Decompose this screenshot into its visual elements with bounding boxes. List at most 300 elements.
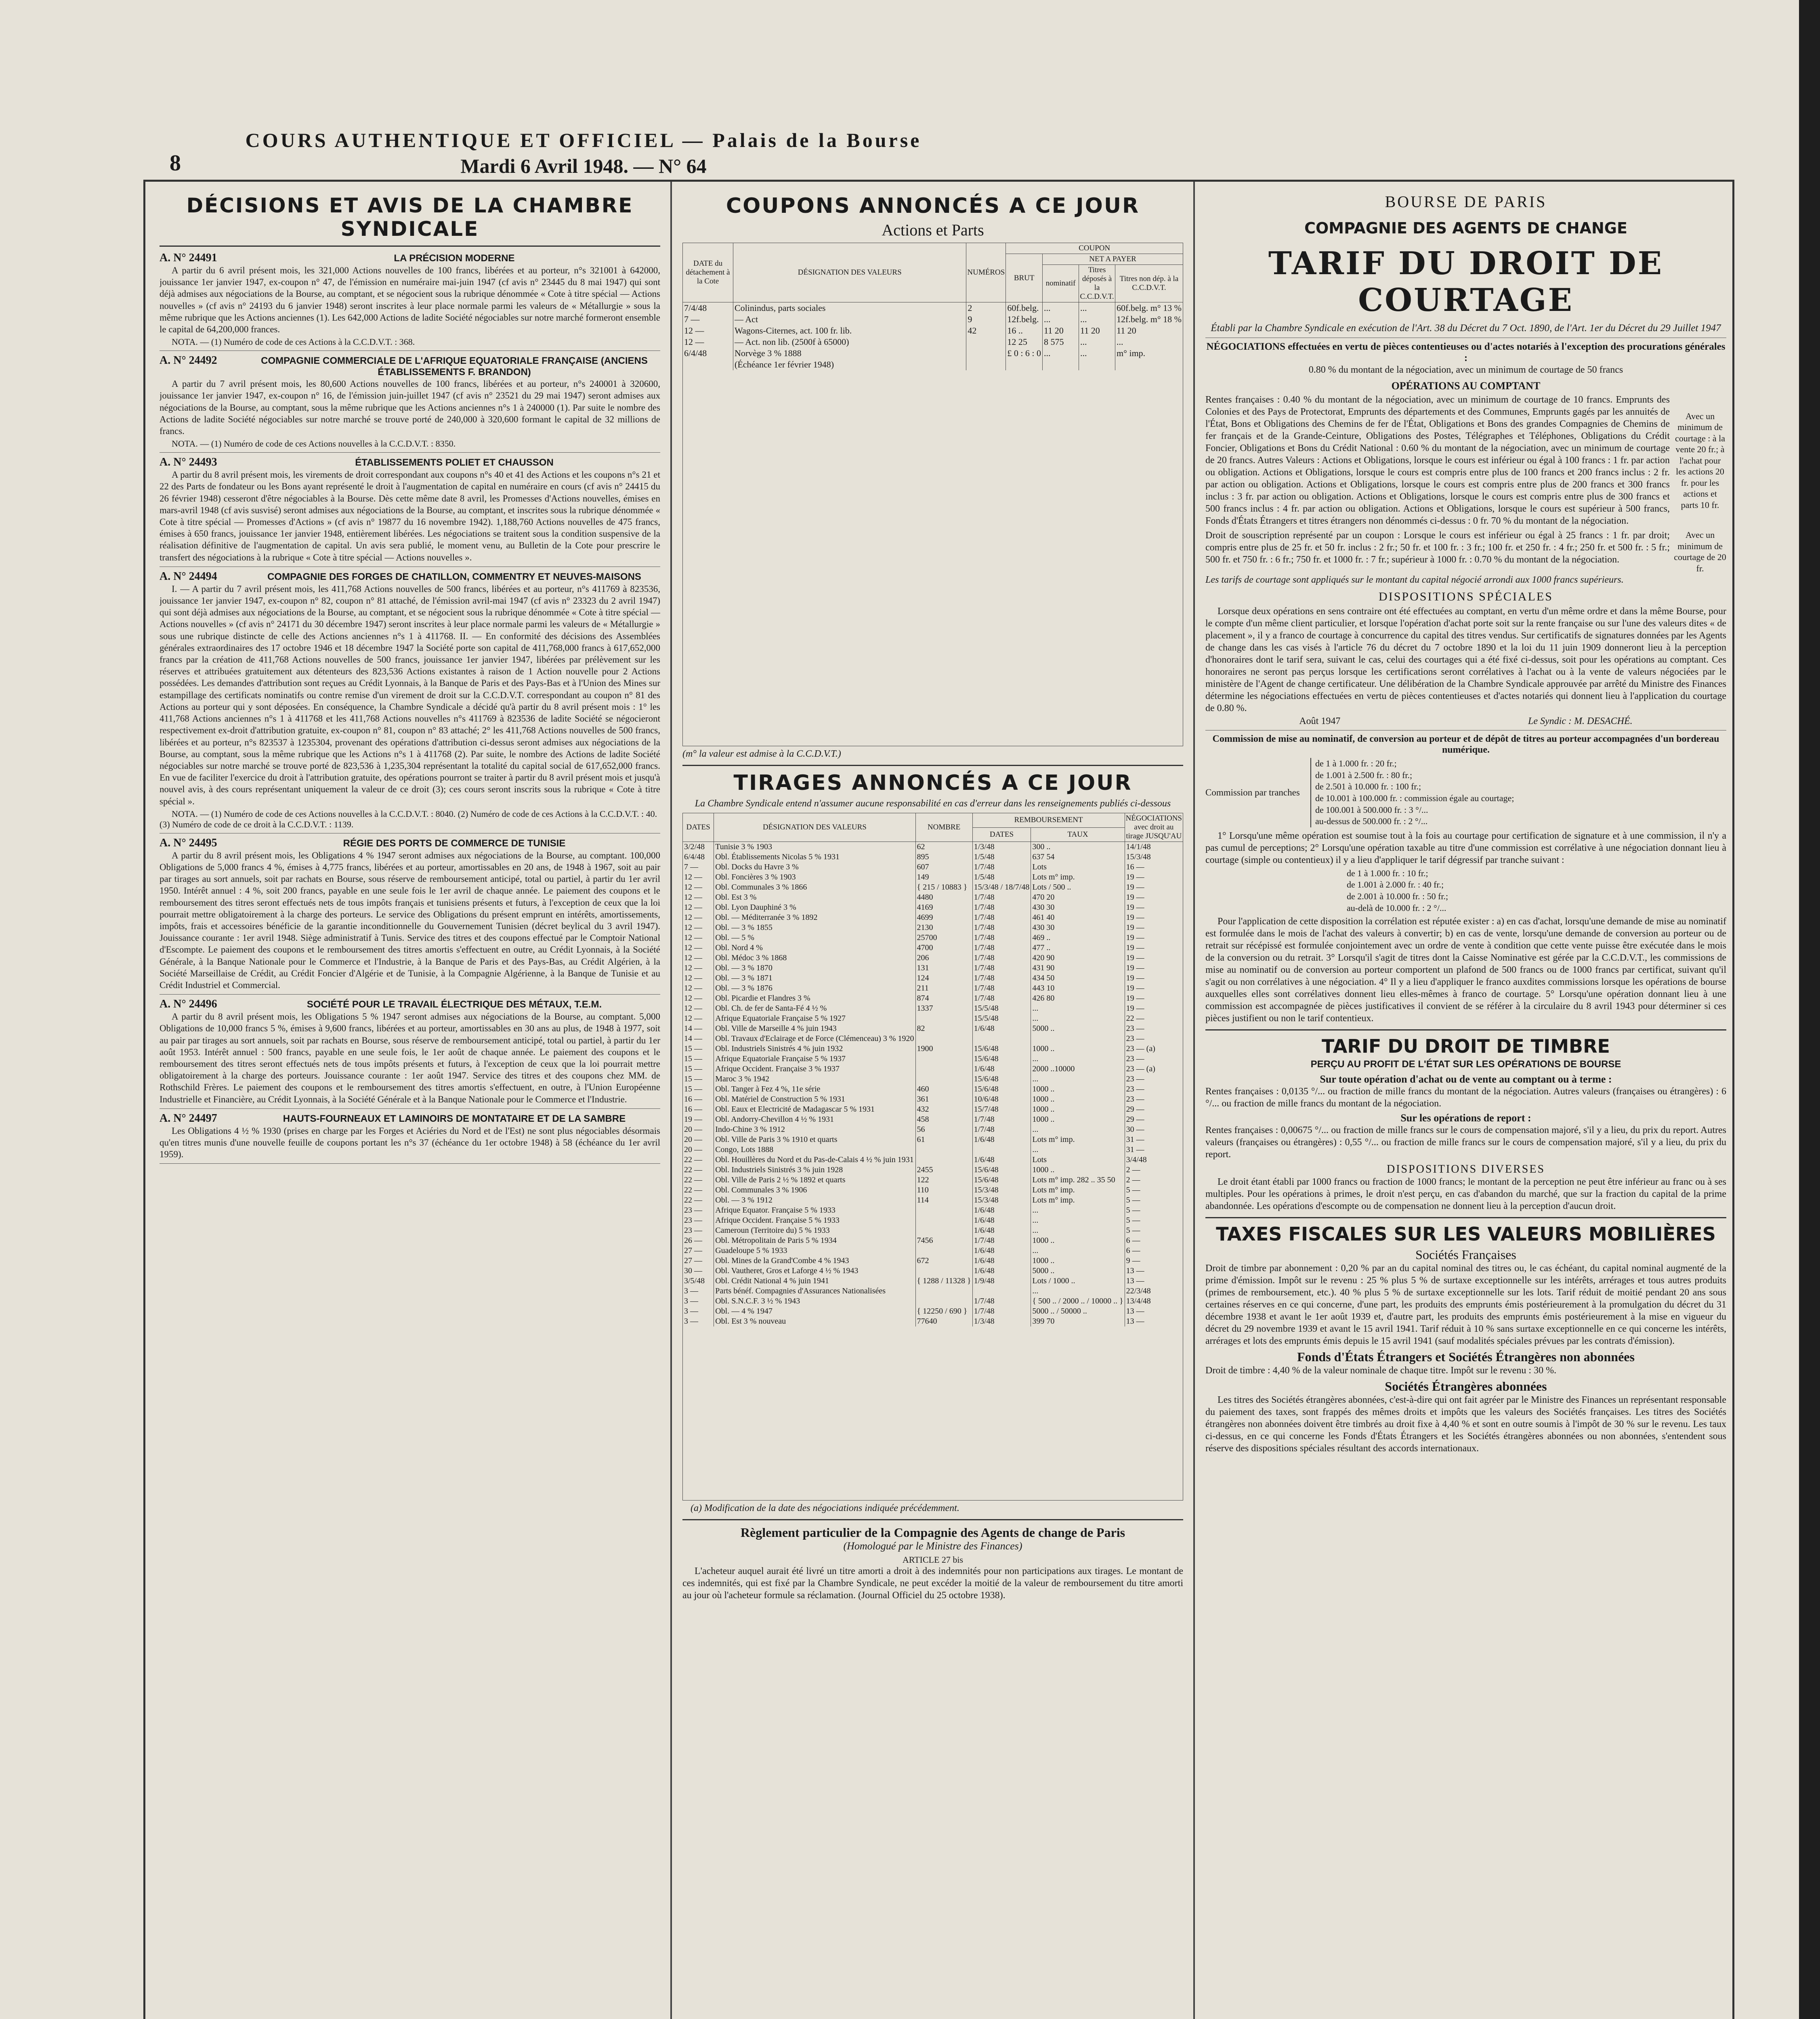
tirage-cell: 7456 [915, 1236, 972, 1246]
tirage-cell: 23 — (a) [1125, 1064, 1183, 1074]
tirage-cell: 5 — [1125, 1205, 1183, 1215]
tirage-cell: Obl. Communales 3 % 1866 [714, 882, 915, 892]
tirage-row [683, 1003, 1183, 1014]
tirage-cell: 1/5/48 [972, 872, 1031, 882]
col-brut: BRUT [1006, 254, 1043, 302]
commission-table [1205, 758, 1726, 827]
tirage-cell: Cameroun (Territoire du) 5 % 1933 [714, 1226, 915, 1236]
tirage-cell: 12 — [683, 933, 714, 943]
coupons-tirages-column [682, 190, 1183, 2019]
taxes-ab-body: Les titres des Sociétés étrangères abonnées, c'est-à-dire qui ont fait agréer par le Ministre des Finances un représentant responsable du paiement des taxes, sont frappés des mêmes droits et impôts que les valeurs des Sociétés françaises. Les titres des Sociétés étrangères non abonnées doivent être timbrés au droit fixe à 4,40 % et sont en outre soumis à l'impôt de 30 % sur le revenu. Les taux ci-dessus, en ce qui concerne les Fonds d'États Étrangers et les Sociétés étrangères abonnées ou non abonnées, s'entendent sous réserve des dispositions spéciales résultant des accords internationaux. [1205, 1395, 1726, 1454]
tirage-cell: Parts bénéf. Compagnies d'Assurances Nationalisées [714, 1286, 915, 1296]
commission-tranche: de 2.501 à 10.000 fr. : 100 fr.; [1315, 781, 1421, 792]
tirage-cell: Obl. — 3 % 1912 [714, 1195, 915, 1205]
tirage-row [683, 1064, 1183, 1074]
col-negociations: NÉGOCIATIONS avec droit au tirage JUSQU'AU [1125, 813, 1183, 842]
tirage-cell: Lots / 1000 .. [1031, 1276, 1125, 1286]
tirage-cell: 4699 [915, 913, 972, 923]
tirage-cell: 15/6/48 [972, 1074, 1031, 1084]
divider [160, 1163, 660, 1164]
tarif-syndic: Le Syndic : M. DESACHÉ. [1528, 716, 1633, 727]
tirage-cell: 22 — [1125, 1014, 1183, 1024]
tirage-cell: 1/6/48 [972, 1155, 1031, 1165]
tirage-cell: Lots / 500 .. [1031, 882, 1125, 892]
tirage-cell: 1/7/48 [972, 953, 1031, 963]
tirage-cell [972, 1286, 1031, 1296]
tirage-cell [915, 1034, 972, 1044]
commission-tranches-2 [1347, 868, 1726, 914]
tirage-row [683, 1084, 1183, 1094]
tirage-cell: 6 — [1125, 1236, 1183, 1246]
tirage-cell: 19 — [683, 1114, 714, 1125]
coupon-cell: 6/4/48 [683, 348, 733, 359]
tirage-cell: 12 — [683, 892, 714, 902]
commission-tranche: de 1 à 1.000 fr. : 10 fr.; [1347, 868, 1428, 878]
tirage-cell: 12 — [683, 913, 714, 923]
coupon-cell: ... [1043, 348, 1079, 359]
coupon-cell [1115, 359, 1183, 370]
tirage-row [683, 1024, 1183, 1034]
reglement-body: L'acheteur auquel aurait été livré un titre amorti a droit à des indemnités pour non participations aux tirages. Le montant de ces indemnités, qui est fixé par la Chambre Syndicale, ne peut excéder la moitié de la valeur de remboursement du titre amorti au jour où l'acheteur formule sa réclamation. (Journal Officiel du 25 octobre 1938). [682, 1566, 1183, 1601]
divider [160, 994, 660, 995]
divider [1205, 1217, 1726, 1218]
tirage-cell: 637 54 [1031, 852, 1125, 862]
tirage-cell: 2000 ..10000 [1031, 1064, 1125, 1074]
tirage-cell: 1/7/48 [972, 1296, 1031, 1306]
tirage-cell: 432 [915, 1104, 972, 1114]
tirage-row [683, 993, 1183, 1003]
tirage-cell: 23 — [683, 1226, 714, 1236]
tirage-cell [915, 1064, 972, 1074]
tirage-cell: Obl. Nord 4 % [714, 943, 915, 953]
souscription-body: Droit de souscription représenté par un coupon : Lorsque le cours est inférieur ou égal à 25 francs : 1 fr. par droit; compris entre plus de 25 fr. et 50 fr. inclus : 2 fr.; 50 fr. et 100 fr. : 3 fr.; 100 fr. et 250 fr. : 4 fr.; 250 fr. et 500 fr. : 5 fr.; 500 fr. et 750 fr. : 6 fr.; 750 fr. et 1000 fr. : 7 fr.; supérieur à 1000 fr. : 0.70 % du montant de la négociation. [1205, 530, 1670, 565]
tirage-cell: 1/6/48 [972, 1024, 1031, 1034]
decision-entry [160, 998, 660, 1109]
tirage-cell: 20 — [683, 1125, 714, 1135]
tirage-cell: 12 — [683, 993, 714, 1003]
tirage-cell [915, 1286, 972, 1296]
tirage-cell: 77640 [915, 1316, 972, 1326]
tirage-cell: 6/4/48 [683, 852, 714, 862]
tirage-cell: 12 — [683, 923, 714, 933]
comptant-block [1205, 394, 1726, 527]
tirage-cell: 15/6/48 [972, 1084, 1031, 1094]
tirage-row [683, 933, 1183, 943]
signature-line [1205, 716, 1726, 727]
tirage-cell: Obl. Lyon Dauphiné 3 % [714, 902, 915, 913]
commission-tranche: au-dessus de 500.000 fr. : 2 °/... [1315, 816, 1428, 827]
tirage-cell: Obl. Est 3 % nouveau [714, 1316, 915, 1326]
tirage-cell: ... [1031, 1074, 1125, 1084]
tirage-cell: 1000 .. [1031, 1165, 1125, 1175]
tirage-row [683, 1306, 1183, 1316]
decisions-title: DÉCISIONS ET AVIS DE LA CHAMBRE SYNDICALE [186, 194, 634, 241]
tirage-row [683, 862, 1183, 872]
tirage-row [683, 1246, 1183, 1256]
tirage-cell: 1000 .. [1031, 1094, 1125, 1104]
decision-body: A partir du 6 avril présent mois, les 321,000 Actions nouvelles de 100 francs, libérées et au porteur, n°s 321001 à 642000, jouissance 1er janvier 1947, ex-coupon n° 47, de l'émission en numéraire mai-juin 1947 (cf avis n° 23445 du 8 mai 1947) qui sont déjà admises aux négociations de la Bourse, au comptant, et se négocient sous la rubrique dénommée « Cote à titre spécial — Actions nouvelles » (cf avis n° 24193 du 6 janvier 1948) seront inscrites à leur place normale parmi les valeurs de « Métallurgie » sous la même rubrique que les Actions anciennes (1). Les 642,000 Actions de ladite Société négociables sur notre marché formeront ensemble le capital de 64,200,000 frances. [160, 265, 660, 335]
tirage-cell: 3 — [683, 1316, 714, 1326]
tirage-cell [915, 1074, 972, 1084]
tirage-row [683, 1256, 1183, 1266]
commission-tranche: de 1 à 1.000 fr. : 20 fr.; [1315, 758, 1397, 769]
tirage-cell: 1/7/48 [972, 973, 1031, 983]
reglement-article: ARTICLE 27 bis [902, 1555, 964, 1565]
commission-tranche: de 100.001 à 500.000 fr. : 3 °/... [1315, 804, 1428, 815]
decision-body: A partir du 8 avril présent mois, les Obligations 5 % 1947 seront admises aux négociations de la Bourse, au comptant. 5,000 Obligations de 10,000 francs 5 %, émises à 9,600 francs, libérées et au porteur, amortissables en 30 ans au plus, de 1948 à 1977, soit au pair par tirages au sort annuels, soit par rachats en Bourse, sous réserve de remboursement anticipé, total ou partiel, à partir du 1er août 1953. Intérêt annuel : 500 francs, payable en une seule fois, le 1er août de chaque année. Le paiement des coupons et le remboursement des titres seront effectués nets de tous impôts présents et futurs, à l'exception de ceux que la loi pourrait mettre obligatoirement à la charge des porteurs. Jouissance courante : 1er août 1947. Service des titres et des coupons chez MM. de Rothschild Frères. Le paiement des coupons et le remboursement des titres amortis s'effectuent, en outre, à l'Union Européenne Industrielle et Financière, au Crédit Lyonnais, à la Société Générale et à la Banque Nationale pour le Commerce et l'Industrie. [160, 1012, 660, 1104]
tirage-cell: 5000 .. [1031, 1024, 1125, 1034]
decision-body: Les Obligations 4 ½ % 1930 (prises en charge par les Forges et Aciéries du Nord et de l'Est) ne sont plus négociables désormais qu'en titres munis d'une nouvelle feuille de coupons portant les n°s 37 (échéance du 1er octobre 1948) à 58 (échéance du 1er avril 1959). [160, 1125, 660, 1160]
page-number: 8 [170, 151, 181, 176]
tirage-cell: 23 — [1125, 1034, 1183, 1044]
timbre-subtitle: PERÇU AU PROFIT DE L'ÉTAT SUR LES OPÉRATIONS DE BOURSE [1310, 1059, 1621, 1070]
coupon-cell: £ 0 : 6 : 0 [1006, 348, 1043, 359]
commission-tranche: de 1.001 à 2.500 fr. : 80 fr.; [1315, 770, 1413, 780]
tirage-cell: ... [1031, 1145, 1125, 1155]
tirage-cell: 12 — [683, 882, 714, 892]
tirage-cell [915, 1145, 972, 1155]
header-date: Mardi 6 Avril 1948. — N° 64 [460, 155, 707, 177]
tirage-cell: 1/3/48 [972, 842, 1031, 852]
tirage-cell [915, 1296, 972, 1306]
tirage-cell: 23 — [1125, 1074, 1183, 1084]
decision-header [160, 837, 660, 850]
tirage-cell: 15 — [683, 1074, 714, 1084]
divider [1205, 1029, 1726, 1030]
souscription-note: Les tarifs de courtage sont appliqués sur le montant du capital négocié arrondi aux 1000 francs supérieurs. [1205, 575, 1624, 586]
tirage-row [683, 1205, 1183, 1215]
coupon-cell: — Act. non lib. (2500f à 65000) [733, 336, 966, 348]
tirage-cell [915, 1246, 972, 1256]
tirage-cell: 5000 .. [1031, 1266, 1125, 1276]
tirage-cell: Obl. — 3 % 1855 [714, 923, 915, 933]
tirage-cell [915, 1226, 972, 1236]
decision-title: RÉGIE DES PORTS DE COMMERCE DE TUNISIE [343, 837, 566, 849]
tirage-cell: 12 — [683, 1003, 714, 1014]
tirage-cell: 420 90 [1031, 953, 1125, 963]
tirage-cell [915, 1155, 972, 1165]
tirage-cell: 6 — [1125, 1246, 1183, 1256]
tirage-cell: 15 — [683, 1064, 714, 1074]
tirage-cell: 461 40 [1031, 913, 1125, 923]
tirage-cell: 9 — [1125, 1256, 1183, 1266]
tirage-cell: 22/3/48 [1125, 1286, 1183, 1296]
tirage-cell: 1/5/48 [972, 852, 1031, 862]
tirage-cell [1031, 1034, 1125, 1044]
coupons-title: COUPONS ANNONCÉS A CE JOUR [726, 194, 1140, 218]
coupon-row [683, 325, 1183, 336]
tirage-cell: Tunisie 3 % 1903 [714, 842, 915, 852]
tirage-cell: 19 — [1125, 933, 1183, 943]
tirage-row [683, 1236, 1183, 1246]
tirage-cell: 61 [915, 1135, 972, 1145]
decision-title: SOCIÉTÉ POUR LE TRAVAIL ÉLECTRIQUE DES MÉTAUX, T.E.M. [306, 999, 602, 1010]
coupon-cell: 9 [966, 314, 1006, 325]
coupon-cell: 12f.belg. m° 18 % [1115, 314, 1183, 325]
tirage-cell: Obl. Industriels Sinistrés 3 % juin 1928 [714, 1165, 915, 1175]
decision-number: A. N° 24496 [160, 998, 217, 1011]
commission-tranches [1310, 758, 1726, 827]
tirage-row [683, 882, 1183, 892]
tirage-cell: 22 — [683, 1155, 714, 1165]
tirage-cell: 13 — [1125, 1266, 1183, 1276]
tirage-cell: Obl. — 5 % [714, 933, 915, 943]
tirage-cell: 3/5/48 [683, 1276, 714, 1286]
tirage-cell: 1/3/48 [972, 1316, 1031, 1326]
tirage-cell: 874 [915, 993, 972, 1003]
tirage-cell: 3 — [683, 1306, 714, 1316]
divider [682, 1519, 1183, 1520]
tirage-cell: 16 — [1125, 862, 1183, 872]
tirage-cell: 460 [915, 1084, 972, 1094]
tirage-row [683, 1114, 1183, 1125]
tirage-row [683, 1074, 1183, 1084]
coupon-cell [683, 359, 733, 370]
tirage-cell: { 12250 / 690 } [915, 1306, 972, 1316]
tirage-cell: 300 .. [1031, 842, 1125, 852]
coupon-cell: (Échéance 1er février 1948) [733, 359, 966, 370]
col-rdates: DATES [972, 827, 1031, 842]
tirage-cell: 434 50 [1031, 973, 1125, 983]
decision-note: NOTA. — (1) Numéro de code de ces Actions nouvelles à la C.C.D.V.T. : 8040. (2) Numéro de code de ces Actions à la C.C.D.V.T. : 40. (3) Numéro de code de ce droit à la C.C.D.V.T. : 1139. [160, 808, 657, 829]
tirage-cell: 15/3/48 / 18/7/48 [972, 882, 1031, 892]
tirages-title: TIRAGES ANNONCÉS A CE JOUR [733, 771, 1132, 795]
coupon-row [683, 314, 1183, 325]
tirage-cell: 15/3/48 [972, 1185, 1031, 1195]
tirage-cell: Lots m° imp. [1031, 1195, 1125, 1205]
tirage-cell: 10/6/48 [972, 1094, 1031, 1104]
tirage-cell: 23 — [1125, 1084, 1183, 1094]
tirage-cell: 895 [915, 852, 972, 862]
tirage-cell: 19 — [1125, 973, 1183, 983]
tirage-cell: 430 30 [1031, 923, 1125, 933]
commission-label: Commission par tranches [1205, 787, 1300, 798]
coupon-cell: ... [1079, 336, 1115, 348]
tirage-cell: 4700 [915, 943, 972, 953]
tirage-cell: 29 — [1125, 1114, 1183, 1125]
coupon-cell: 12 — [683, 325, 733, 336]
tirage-cell: 19 — [1125, 913, 1183, 923]
tirage-cell: 1/7/48 [972, 923, 1031, 933]
coupon-cell: ... [1079, 314, 1115, 325]
coupon-cell: 16 .. [1006, 325, 1043, 336]
tirage-cell: 1337 [915, 1003, 972, 1014]
tirage-row [683, 1185, 1183, 1195]
tirage-cell: 12 — [683, 943, 714, 953]
tirage-cell: 5 — [1125, 1226, 1183, 1236]
tirage-cell [915, 1014, 972, 1024]
coupon-cell [966, 336, 1006, 348]
tirage-cell: Obl. Mines de la Grand'Combe 4 % 1943 [714, 1256, 915, 1266]
decision-title: COMPAGNIE COMMERCIALE DE L'AFRIQUE EQUATORIALE FRANÇAISE (ANCIENS ÉTABLISSEMENTS F. BRANDON) [261, 355, 648, 378]
decisions-column [160, 190, 660, 2019]
tirage-row [683, 1296, 1183, 1306]
decision-header [160, 252, 660, 264]
tirage-cell: Obl. Eaux et Electricité de Madagascar 5 % 1931 [714, 1104, 915, 1114]
tirage-cell: 20 — [683, 1145, 714, 1155]
tirage-cell: 5 — [1125, 1215, 1183, 1226]
tirage-cell: 19 — [1125, 993, 1183, 1003]
tirage-cell: ... [1031, 1003, 1125, 1014]
coupon-row [683, 302, 1183, 314]
tirage-cell: ... [1031, 1205, 1125, 1215]
tirage-cell: 2455 [915, 1165, 972, 1175]
column-divider [670, 182, 672, 2019]
tirage-cell: 23 — (a) [1125, 1044, 1183, 1054]
tirage-cell: Obl. Houillères du Nord et du Pas-de-Calais 4 ½ % juin 1931 [714, 1155, 915, 1165]
divider [682, 765, 1183, 766]
decision-body: I. — A partir du 7 avril présent mois, les 411,768 Actions nouvelles de 500 francs, libérées et au porteur, n°s 411769 à 823536, jouissance 1er janvier 1947, ex-coupon n° 82, coupon n° 81 attaché, de l'émission avril-mai 1947 (cf avis n° 23323 du 2 avril 1947) qui sont déjà admises aux négociations de la Bourse, au comptant, et se négocient sous la rubrique dénommée « Cote à titre spécial — Actions nouvelles » (cf avis n° 24171 du 30 décembre 1947) seront inscrites à leur place normale parmi les valeurs de « Métallurgie » sous une rubrique distincte de celle des Actions anciennes n°s 1 à 411768. II. — En conformité des décisions des Assemblées générales extraordinaires des 17 octobre 1946 et 18 décembre 1947 la Société porte son capital de 411,768,000 francs à 617,652,000 francs par la création de 411,768 Actions nouvelles de 500 francs, jouissance 1er janvier 1947, libérées par prélèvement sur les réserves et attribuées gratuitement aux détenteurs des 823,536 Actions existantes à raison de 1 Action nouvelle pour 2 Actions possédées. Les demandes d'attribution sont reçues au Crédit Lyonnais, à la Banque de Paris et des Pays-Bas et à l'Union des Mines sur estampillage des certificats nominatifs ou contre remise d'un virement de droit sur la C.C.D.V.T. correspondant au coupon n° 81 des Actions au porteur qui y sont déposées. En conséquence, la Chambre Syndicale a décidé qu'à partir du 8 avril présent mois : 1° les 411,768 Actions anciennes n°s 1 à 411768 et les 411,768 Actions nouvelles n°s 411769 à 823536 de ladite Société se négocieront respectivement ex-droit d'attribution gratuite, ex-coupon n° 81, coupon n° 83 attaché; 2° les 411,768 Actions nouvelles de 500 francs, libérées et au porteur, n°s 823537 à 1235304, provenant des opérations d'attribution ci-dessus seront admises aux négociations de la Bourse, au comptant, sous la même rubrique que les Actions n°s 1 à 411768 (2). Par suite, le nombre des Actions de ladite Société négociables sur notre marché se trouve porté de 823,536 à 1,235,304 représentant la totalité du capital social de 617,652,000 francs. En vue de faciliter l'exercice du droit à l'attribution gratuite, des opérations pourront se traiter à partir du 8 avril présent mois et jusqu'à nouvel avis, à des cours représentant uniquement la valeur de ce droit (3); ces cours seront inscrits sous la rubrique « Cote à titre spécial ». [160, 583, 660, 806]
decision-title: LA PRÉCISION MODERNE [394, 253, 515, 264]
coupon-cell: 60f.belg. [1006, 302, 1043, 314]
tirage-cell: 110 [915, 1185, 972, 1195]
tirage-cell: Obl. Crédit National 4 % juin 1941 [714, 1276, 915, 1286]
tirage-cell: 1000 .. [1031, 1044, 1125, 1054]
tirages-table-blank [682, 1326, 1183, 1501]
coupon-cell [966, 359, 1006, 370]
tirage-cell: 23 — [683, 1215, 714, 1226]
tarif-date: Août 1947 [1299, 716, 1341, 727]
coupon-cell [966, 348, 1006, 359]
decision-note: NOTA. — (1) Numéro de code de ces Actions nouvelles à la C.C.D.V.T. : 8350. [172, 439, 456, 449]
tirage-row [683, 943, 1183, 953]
tirage-cell: 19 — [1125, 1003, 1183, 1014]
tirage-cell: 12 — [683, 872, 714, 882]
tirages-table [682, 813, 1183, 1326]
coupon-cell: 12 25 [1006, 336, 1043, 348]
tirage-cell: 15/5/48 [972, 1003, 1031, 1014]
tirage-cell: 19 — [1125, 902, 1183, 913]
coupon-cell: 11 20 [1115, 325, 1183, 336]
tirages-footnote: (a) Modification de la date des négociations indiquée précédemment. [691, 1503, 959, 1513]
tirage-cell: 22 — [683, 1185, 714, 1195]
coupon-row [683, 348, 1183, 359]
tirage-cell: 431 90 [1031, 963, 1125, 973]
negociations-body: 0.80 % du montant de la négociation, avec un minimum de courtage de 50 francs [1308, 365, 1623, 376]
tirage-cell: 19 — [1125, 882, 1183, 892]
dispositions-body: Lorsque deux opérations en sens contraire ont été effectuées au comptant, en vertu d'un même ordre et dans la même Bourse, pour le compte d'un même client particulier, et lorsque l'opération d'achat porte soit sur la rente française ou sur l'une des valeurs dites « de placement », il y a franco de courtage à concurrence du capital des titres vendus. Sur certificatifs de signatures données par les Agents de change dans les cas visés à l'article 76 du décret du 7 octobre 1890 et la loi du 11 juin 1909 donneront lieu à la perception d'honoraires dont le tarif sera, suivant le cas, celui des courtages qui a été fixé ci-dessus, soit pour les opérations au comptant. Ces honoraires ne seront pas perçus lorsque les certifications seront corrélatives à l'achat ou à la vente de valeurs négociées par le ministère de l'Agent de change certificateur. Une délibération de la Chambre Syndicale approuvée par arrêté du Ministre des Finances détermine les négociations effectuées en vertu de pièces contentieuses et d'actes notariés qui donnent lieu à l'application du courtage de 0.80 %. [1205, 606, 1726, 714]
tirage-cell: 15/6/48 [972, 1175, 1031, 1185]
tirage-cell: 3/2/48 [683, 842, 714, 852]
tirage-cell: 1/6/48 [972, 1256, 1031, 1266]
tirage-cell: 19 — [1125, 923, 1183, 933]
decision-number: A. N° 24492 [160, 354, 217, 367]
coupon-cell: 12 — [683, 336, 733, 348]
tirage-cell: 22 — [683, 1195, 714, 1205]
tirage-cell: 399 70 [1031, 1316, 1125, 1326]
tirage-cell: Obl. S.N.C.F. 3 ½ % 1943 [714, 1296, 915, 1306]
tirage-cell: 82 [915, 1024, 972, 1034]
decision-body: A partir du 8 avril présent mois, les Obligations 4 % 1947 seront admises aux négociations de la Bourse, au comptant. 100,000 Obligations de 5,000 francs 4 %, émises à 4,775 francs, libérées et au porteur, amortissables en 20 ans, de 1948 à 1967, soit au pair par tirages au sort annuels, soit par rachats en Bourse, sous réserve de remboursement anticipé, total ou partiel, à partir du 1er avril 1950. Intérêt annuel : 4 %, soit 200 francs, payable en une seule fois le 1er avril de chaque année. Le paiement des coupons et le remboursement des titres seront effectués nets de tous impôts français et tunisiens présents et futurs, à l'exception de ceux que la loi pourrait mettre obligatoirement à la charge des porteurs. Le service des Obligations du présent emprunt en intérêts, amortissements, impôts, frais et accessoires bénéficie de la garantie inconditionnelle du Gouvernement Tunisien (décret beylical du 3 avril 1947). Jouissance courante : 1er avril 1948. Siège administratif à Tunis. Service des titres et des coupons effectué par le Comptoir National d'Escompte. Le paiement des coupons et le remboursement des titres amortis s'effectuent en outre, au Crédit Lyonnais, à la Société Générale, à la Banque Nationale pour le Commerce et l'Industrie, à la Banque de Paris et des Pays-Bas, au Crédit Algérien, à la Société Marseillaise de Crédit, au Crédit Foncier d'Algérie et de Tunisie, à la Compagnie Algérienne, à la Banque de Tunisie et au Crédit Industriel et Commercial. [160, 850, 660, 990]
col-designation: DÉSIGNATION DES VALEURS [714, 813, 915, 842]
tirage-cell: 23 — [1125, 1024, 1183, 1034]
tirage-cell: 426 80 [1031, 993, 1125, 1003]
coupon-cell: 60f.belg. m° 13 % [1115, 302, 1183, 314]
col-designation: DÉSIGNATION DES VALEURS [733, 243, 966, 302]
tirage-cell: 62 [915, 842, 972, 852]
tirage-cell [915, 1054, 972, 1064]
tirage-cell: 1/7/48 [972, 1125, 1031, 1135]
decision-entry [160, 354, 660, 453]
decision-entry [160, 570, 660, 833]
decision-body: A partir du 7 avril présent mois, les 80,600 Actions nouvelles de 100 francs, libérées et au porteur, n°s 240001 à 320600, jouissance 1er janvier 1947, ex-coupon n° 16, de l'émission juin-juillet 1947 (cf avis n° 23521 du 29 mai 1947) seront admises aux négociations de la Bourse, au comptant, sous la même rubrique que les Actions anciennes n°s 1 à 240000 (1). Par suite le nombre des Actions de ladite Société négociables sur notre marché se trouve porté de 240,000 à 320,600 formant le capital de 32 millions de francs. [160, 379, 660, 437]
tirage-cell: 12 — [683, 1014, 714, 1024]
tirage-cell: 607 [915, 862, 972, 872]
tirage-cell: 1/6/48 [972, 1215, 1031, 1226]
coupons-table [682, 243, 1183, 370]
coupon-row [683, 359, 1183, 370]
commission-head: Commission de mise au nominatif, de conversion au porteur et de dépôt de titres au porteur accompagnées d'un bordereau numérique. [1212, 734, 1719, 756]
tirage-row [683, 1175, 1183, 1185]
tirage-cell: 131 [915, 963, 972, 973]
tirage-row [683, 953, 1183, 963]
tirage-row [683, 973, 1183, 983]
tirage-cell: 27 — [683, 1256, 714, 1266]
tirage-cell: 211 [915, 983, 972, 993]
tirage-cell: 1900 [915, 1044, 972, 1054]
divider [160, 246, 660, 247]
tirage-row [683, 892, 1183, 902]
coupon-cell: m° imp. [1115, 348, 1183, 359]
tirage-cell: 1/7/48 [972, 892, 1031, 902]
tirage-cell: Obl. Métropolitain de Paris 5 % 1934 [714, 1236, 915, 1246]
tirage-cell: 22 — [683, 1175, 714, 1185]
tirage-cell: Lots m° imp. [1031, 1135, 1125, 1145]
decision-header [160, 570, 660, 583]
tirage-cell: 1/6/48 [972, 1226, 1031, 1236]
tirage-cell: 1/7/48 [972, 862, 1031, 872]
coupon-cell [1006, 359, 1043, 370]
tirage-cell: Obl. Travaux d'Eclairage et de Force (Clémenceau) 3 % 1920 [714, 1034, 915, 1044]
tirage-row [683, 963, 1183, 973]
comptant-body: Rentes françaises : 0.40 % du montant de la négociation, avec un minimum de courtage de 10 francs. Emprunts des Colonies et des Pays de Protectorat, Emprunts des départements et des Communes, Emprunts gagés par les annuités de l'État, Bons et Obligations des Chemins de fer de l'État, Obligations et Bons des grandes Compagnies de Chemins de fer français et de la Grande-Ceinture, Obligations des Postes, Télégraphes et Téléphones, Obligations du Crédit Foncier, Obligations et Bons du Crédit National : 0.60 % du montant de la négociation, avec un minimum de courtage de 20 francs. Autres Valeurs : Actions et Obligations, lorsque le cours est inférieur ou égal à 100 francs : 1 fr. par action ou obligation. Actions et Obligations, lorsque le cours est compris entre plus de 100 francs et 200 francs inclus : 2 fr. par action ou obligation. Actions et Obligations, lorsque le cours est compris entre plus de 200 francs et 300 francs inclus : 3 fr. par action ou obligation. Actions et Obligations, lorsque le cours est compris entre plus de 300 francs et 500 francs inclus : 4 fr. par action ou obligation. Actions et Obligations, lorsque le cours est supérieur à 500 francs, Fonds d'États Étrangers et titres étrangers non dénommés ci-dessus : 0 fr. 70 % du montant de la négociation. [1205, 395, 1670, 527]
col-deposes: Titres déposés à la C.C.D.V.T. [1079, 265, 1115, 302]
coupons-table-blank [682, 370, 1183, 746]
timbre-title: TARIF DU DROIT DE TIMBRE [1322, 1035, 1610, 1058]
tirage-cell: 114 [915, 1195, 972, 1205]
tirage-cell: 1/7/48 [972, 963, 1031, 973]
taxes-title: TAXES FISCALES SUR LES VALEURS MOBILIÈRES [1216, 1223, 1716, 1245]
tirage-cell: ... [1031, 1014, 1125, 1024]
tirage-cell: 15/6/48 [972, 1165, 1031, 1175]
coupon-cell: 2 [966, 302, 1006, 314]
tirage-cell: Obl. Picardie et Flandres 3 % [714, 993, 915, 1003]
tirage-cell: 23 — [1125, 1094, 1183, 1104]
col-taux: TAUX [1031, 827, 1125, 842]
tirage-cell: 19 — [1125, 943, 1183, 953]
tirage-cell: Lots m° imp. [1031, 1185, 1125, 1195]
tirage-cell: Obl. Ch. de fer de Santa-Fé 4 ½ % [714, 1003, 915, 1014]
coupon-cell [1079, 359, 1115, 370]
tirage-cell: Afrique Equatoriale Française 5 % 1937 [714, 1054, 915, 1064]
tirage-cell: 1/7/48 [972, 943, 1031, 953]
decision-number: A. N° 24495 [160, 836, 217, 849]
tirage-cell: 19 — [1125, 953, 1183, 963]
tirage-cell: 16 — [683, 1104, 714, 1114]
tirage-cell: 15 — [683, 1054, 714, 1064]
tirage-cell: Obl. Est 3 % [714, 892, 915, 902]
decision-entry [160, 1112, 660, 1164]
tirage-cell: 20 — [683, 1135, 714, 1145]
commission-tranche: de 2.001 à 10.000 fr. : 50 fr.; [1347, 891, 1448, 901]
tirage-cell: 12 — [683, 902, 714, 913]
decision-header [160, 354, 660, 378]
tirage-cell: 1000 .. [1031, 1236, 1125, 1246]
commission-tranche: au-delà de 10.000 fr. : 2 °/... [1347, 902, 1446, 913]
tirage-cell: 1/7/48 [972, 1306, 1031, 1316]
tirage-row [683, 842, 1183, 852]
tirage-cell: 2 — [1125, 1165, 1183, 1175]
